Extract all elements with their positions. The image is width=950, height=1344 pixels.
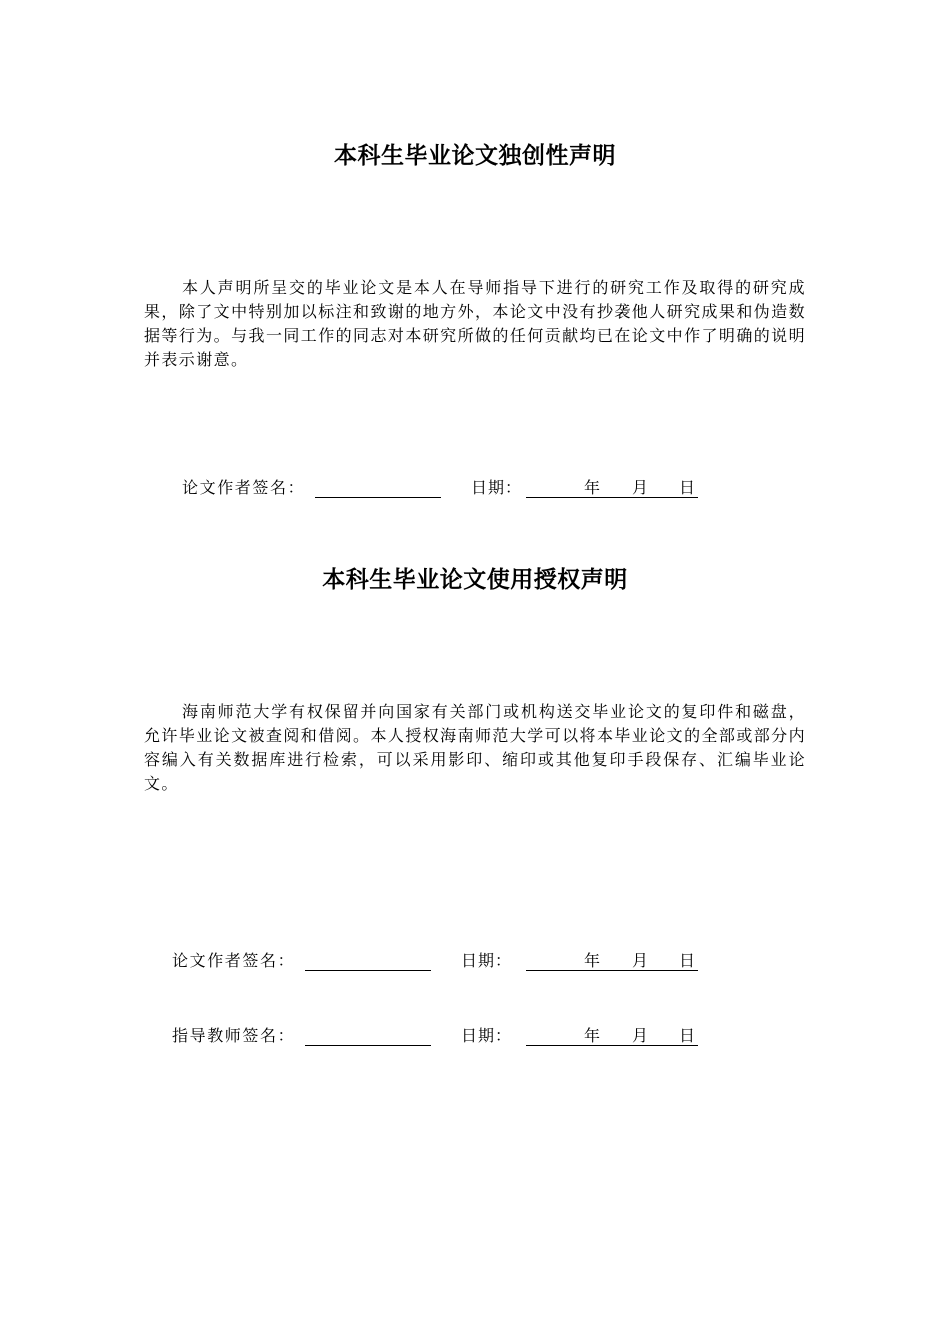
authorization-statement: 海南师范大学有权保留并向国家有关部门或机构送交毕业论文的复印件和磁盘，允许毕业论文被查阅和借阅。本人授权海南师范大学可以将本毕业论文的全部或部分内容编入有关数据库进行检索，可以采用影印、缩印或其他复印手段保存、汇编毕业论文。 — [144, 702, 806, 793]
month-label: 月 — [632, 951, 649, 970]
date-field[interactable] — [526, 476, 698, 498]
month-label: 月 — [632, 1026, 649, 1045]
month-label: 月 — [632, 478, 649, 497]
advisor-signature-field[interactable] — [305, 1024, 431, 1046]
day-label: 日 — [679, 951, 696, 970]
author-signature-field[interactable] — [315, 476, 441, 498]
date-field[interactable] — [526, 949, 698, 971]
authorization-title: 本科生毕业论文使用授权声明 — [322, 567, 628, 593]
author-signature-label: 论文作者签名： — [172, 951, 296, 970]
year-label: 年 — [584, 951, 601, 970]
year-label: 年 — [584, 1026, 601, 1045]
year-label: 年 — [584, 478, 601, 497]
day-label: 日 — [679, 1026, 696, 1045]
author-signature-field[interactable] — [305, 949, 431, 971]
originality-statement: 本人声明所呈交的毕业论文是本人在导师指导下进行的研究工作及取得的研究成果，除了文中特别加以标注和致谢的地方外，本论文中没有抄袭他人研究成果和伪造数据等行为。与我一同工作的同志对本研究所做的任何贡献均已在论文中作了明确的说明并表示谢意。 — [144, 278, 806, 369]
author-signature-label: 论文作者签名： — [182, 478, 306, 497]
day-label: 日 — [679, 478, 696, 497]
date-label: 日期： — [461, 1026, 513, 1045]
advisor-signature-label: 指导教师签名： — [172, 1026, 296, 1045]
date-label: 日期： — [461, 951, 513, 970]
date-label: 日期： — [471, 478, 523, 497]
date-field[interactable] — [526, 1024, 698, 1046]
originality-title: 本科生毕业论文独创性声明 — [334, 143, 616, 169]
